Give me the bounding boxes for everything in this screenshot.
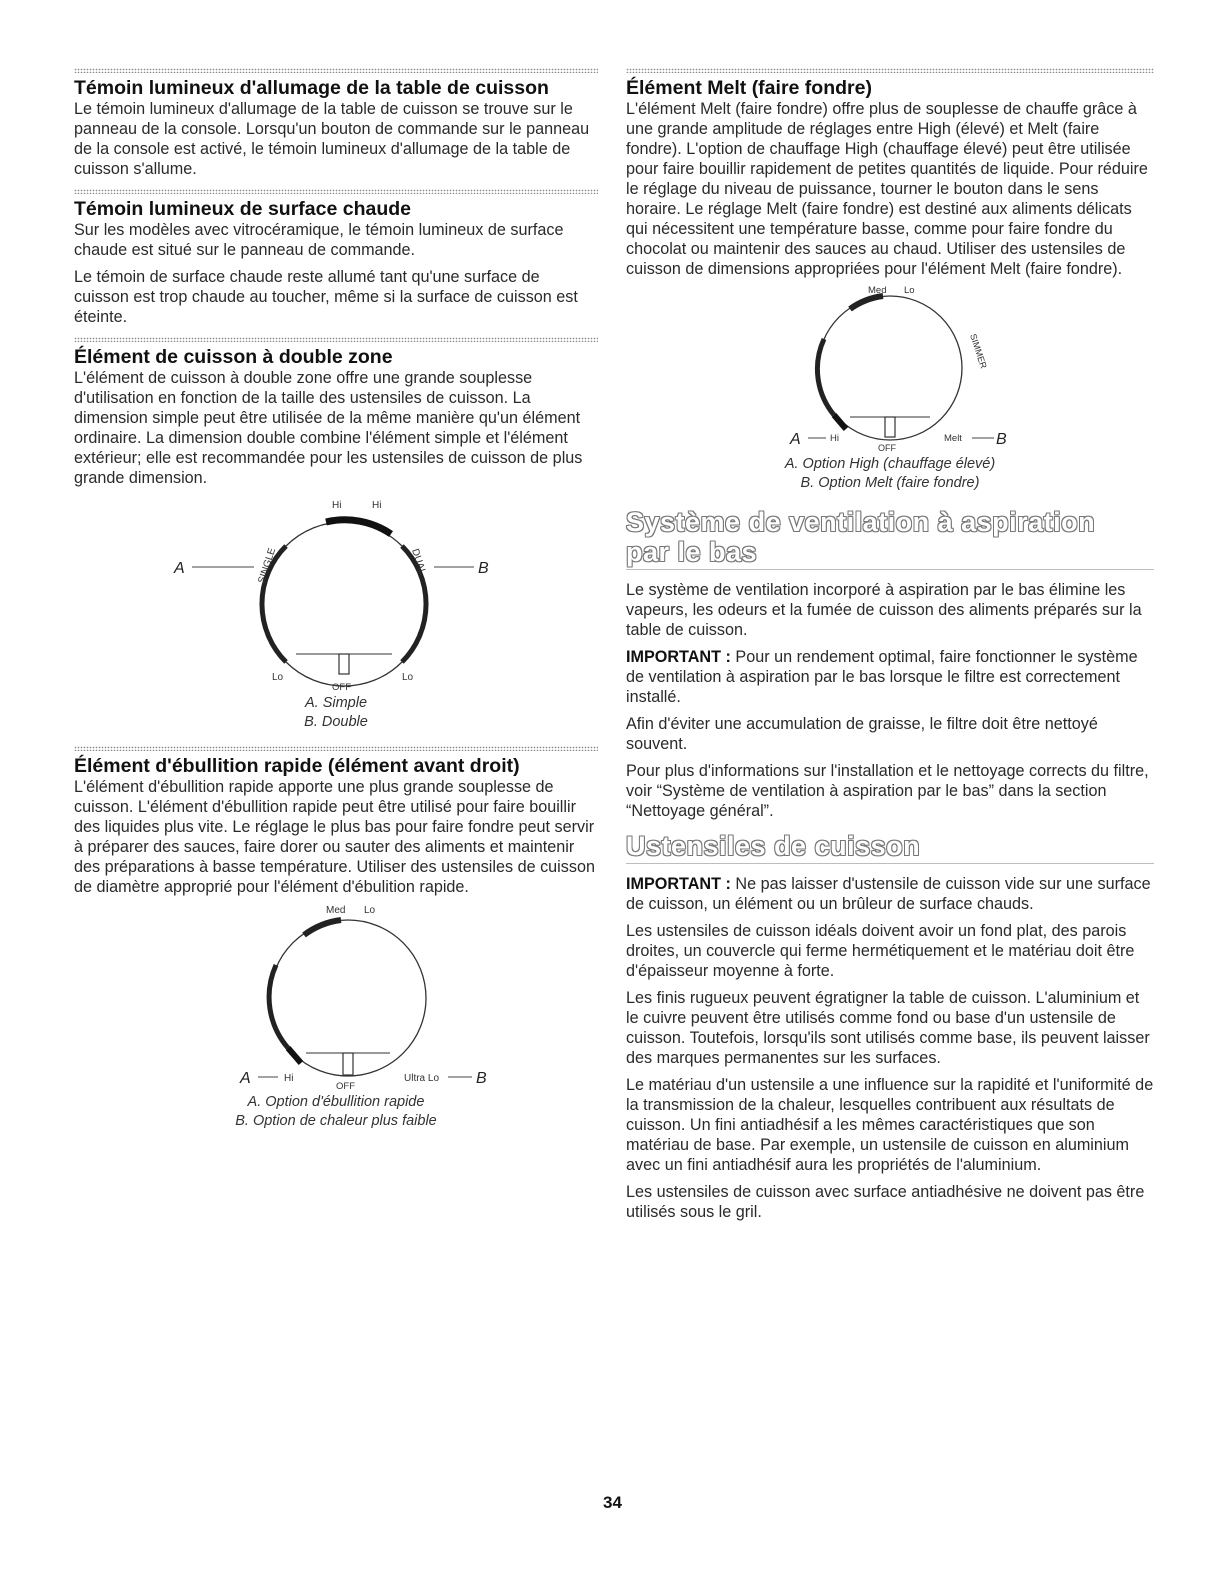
paragraph: Pour plus d'informations sur l'installation et le nettoyage corrects du filtre, voir “Système de ventilation à aspiration par le bas” dans la section “Nettoyage général”. <box>626 762 1149 820</box>
callout-a: A <box>790 431 801 448</box>
label-med: Med <box>868 285 887 296</box>
figure-caption-b: B. Double <box>304 714 368 730</box>
label-off: OFF <box>336 1081 355 1092</box>
section-cookware <box>626 831 1154 1222</box>
section-divider <box>74 68 598 73</box>
section-heading: Élément d'ébullition rapide (élément avant droit) <box>74 755 520 777</box>
label-simmer: SIMMER <box>968 332 989 370</box>
label-dual: DUAL <box>409 547 428 577</box>
label-lo: Lo <box>364 905 376 916</box>
paragraph: Afin d'éviter une accumulation de graisse, le filtre doit être nettoyé souvent. <box>626 715 1098 753</box>
label-med: Med <box>326 905 346 916</box>
label-lo: Lo <box>904 285 915 296</box>
paragraph: Le matériau d'un ustensile a une influence sur la rapidité et l'uniformité de la transmission de la chaleur, lesquelles contribuent aux résultats de cuisson. Un fini antiadhésif a les mêmes caractéristiques que son matériau de base. Par exemple, un ustensile de cuisson en aluminium avec un fini antiadhésif aura les propriétés de l'aluminium. <box>626 1076 1154 1174</box>
callout-a: A <box>240 1070 251 1087</box>
main-heading <box>626 507 1154 567</box>
paragraph: L'élément Melt (faire fondre) offre plus de souplesse de chauffe grâce à une grande amplitude de réglages entre High (élevé) et Melt (faire fondre). L'option de chauffage High (chauffage élevé) peut être utilisée pour faire bouillir rapidement de petites quantités de liquide. Pour réduire le réglage du niveau de puissance, tourner le bouton dans le sens horaire. Le réglage Melt (faire fondre) est destiné aux aliments délicats qui nécessitent une température basse, comme pour faire fondre du chocolat ou maintenir des sauces au chaud. Utiliser des ustensiles de cuisson de dimensions appropriées pour l'élément Melt (faire fondre). <box>626 100 1148 278</box>
figure-caption-b: B. Option de chaleur plus faible <box>235 1113 437 1129</box>
right-column <box>626 68 1154 1232</box>
label-off: OFF <box>332 682 351 693</box>
figure-caption-a: A. Option High (chauffage élevé) <box>784 456 996 472</box>
section-divider <box>74 189 598 194</box>
label-off: OFF <box>878 443 896 453</box>
section-heading: Élément Melt (faire fondre) <box>626 77 872 99</box>
label-hi: Hi <box>830 433 839 444</box>
heading-rule <box>626 569 1154 570</box>
label-melt: Melt <box>944 433 962 444</box>
melt-knob-diagram <box>690 285 1090 455</box>
figure-caption-a: A. Simple <box>304 695 368 711</box>
melt-knob-figure <box>626 285 1154 493</box>
paragraph-text: Pour un rendement optimal, faire fonctionner le système de ventilation à aspiration par le bas lorsque le filtre est correctement installé. <box>626 648 1138 706</box>
paragraph: Le témoin de surface chaude reste allumé tant qu'une surface de cuisson est trop chaude au toucher, même si la surface de cuisson est éteinte. <box>74 268 578 326</box>
paragraph: Les ustensiles de cuisson idéals doivent avoir un fond plat, des parois droites, un couvercle qui ferme hermétiquement et le matériau doit être d'épaisseur moyenne à forte. <box>626 922 1135 980</box>
label-lo-right: Lo <box>402 672 414 683</box>
left-column <box>74 68 598 1145</box>
paragraph <box>626 647 1154 707</box>
paragraph-text: Ne pas laisser d'ustensile de cuisson vide sur une surface de cuisson, un élément ou un brûleur de surface chauds. <box>626 875 1151 913</box>
paragraph: Les ustensiles de cuisson avec surface antiadhésive ne doivent pas être utilisés sous le gril. <box>626 1183 1145 1221</box>
section-dual-zone-element <box>74 337 598 732</box>
label-single: SINGLE <box>256 546 279 585</box>
main-heading: Ustensiles de cuisson <box>626 831 921 861</box>
important-label: IMPORTANT : <box>626 648 731 666</box>
callout-b: B <box>476 1070 487 1087</box>
section-downdraft-ventilation <box>626 507 1154 821</box>
paragraph: L'élément de cuisson à double zone offre une grande souplesse d'utilisation en fonction de la taille des ustensiles de cuisson. La dimension simple peut être utilisée de la même manière qu'un élément ordinaire. La dimension double combine l'élément simple et l'élément extérieur; elle est recommandée pour les ustensiles de cuisson de plus grande dimension. <box>74 369 583 487</box>
paragraph: L'élément d'ébullition rapide apporte une plus grande souplesse de cuisson. L'élément d'ébullition rapide peut être utilisé pour faire bouillir des liquides plus vite. Le réglage le plus bas pour faire fondre peut servir à préparer des sauces, faire dorer ou sauter des aliments et maintenir des préparations à basse température. Utiliser des ustensiles de cuisson de diamètre approprié pour l'élément d'ébulition rapide. <box>74 778 595 896</box>
section-heading: Témoin lumineux d'allumage de la table de cuisson <box>74 77 549 99</box>
section-divider <box>74 337 598 342</box>
page-number: 34 <box>603 1493 622 1512</box>
important-label: IMPORTANT : <box>626 875 731 893</box>
callout-b: B <box>478 560 489 577</box>
paragraph: Le système de ventilation incorporé à aspiration par le bas élimine les vapeurs, les odeurs et la fumée de cuisson des aliments préparés sur la table de cuisson. <box>626 581 1142 639</box>
dual-zone-knob-diagram <box>136 494 536 694</box>
label-hi-left: Hi <box>332 500 342 511</box>
label-lo-left: Lo <box>272 672 284 683</box>
figure-caption-a: A. Option d'ébullition rapide <box>247 1094 425 1110</box>
dual-zone-knob-figure <box>74 494 598 732</box>
callout-b: B <box>996 431 1007 448</box>
section-heading: Élément de cuisson à double zone <box>74 346 393 368</box>
figure-caption-b: B. Option Melt (faire fondre) <box>800 475 980 491</box>
label-hi-right: Hi <box>372 500 382 511</box>
paragraph: Le témoin lumineux d'allumage de la table de cuisson se trouve sur le panneau de la console. Lorsqu'un bouton de commande sur le panneau de la console est activé, le témoin lumineux d'allumage de la table de cuisson s'allume. <box>74 100 590 178</box>
section-heading: Témoin lumineux de surface chaude <box>74 198 412 220</box>
main-heading-line-1: Système de ventilation à aspiration <box>626 507 1096 537</box>
section-divider <box>74 746 598 751</box>
paragraph: Les finis rugueux peuvent égratigner la table de cuisson. L'aluminium et le cuivre peuvent être utilisés comme fond ou base d'un ustensile de cuisson. Toutefois, lorsqu'ils sont utilisés comme base, ils peuvent laisser des marques permanentes sur les surfaces. <box>626 989 1150 1067</box>
heading-rule <box>626 863 1154 864</box>
section-rapid-boil-element <box>74 746 598 1131</box>
section-melt-element <box>626 68 1154 493</box>
callout-a: A <box>174 560 185 577</box>
label-ultra-lo: Ultra Lo <box>404 1073 440 1084</box>
main-heading-line-2: par le bas <box>626 537 758 567</box>
rapid-boil-knob-diagram <box>136 903 536 1093</box>
rapid-boil-knob-figure <box>74 903 598 1131</box>
section-cooktop-on-indicator <box>74 68 598 179</box>
section-divider <box>626 68 1154 73</box>
paragraph: Sur les modèles avec vitrocéramique, le témoin lumineux de surface chaude est situé sur le panneau de commande. <box>74 221 564 259</box>
section-hot-surface-indicator <box>74 189 598 327</box>
label-hi: Hi <box>284 1073 294 1084</box>
paragraph <box>626 874 1154 914</box>
